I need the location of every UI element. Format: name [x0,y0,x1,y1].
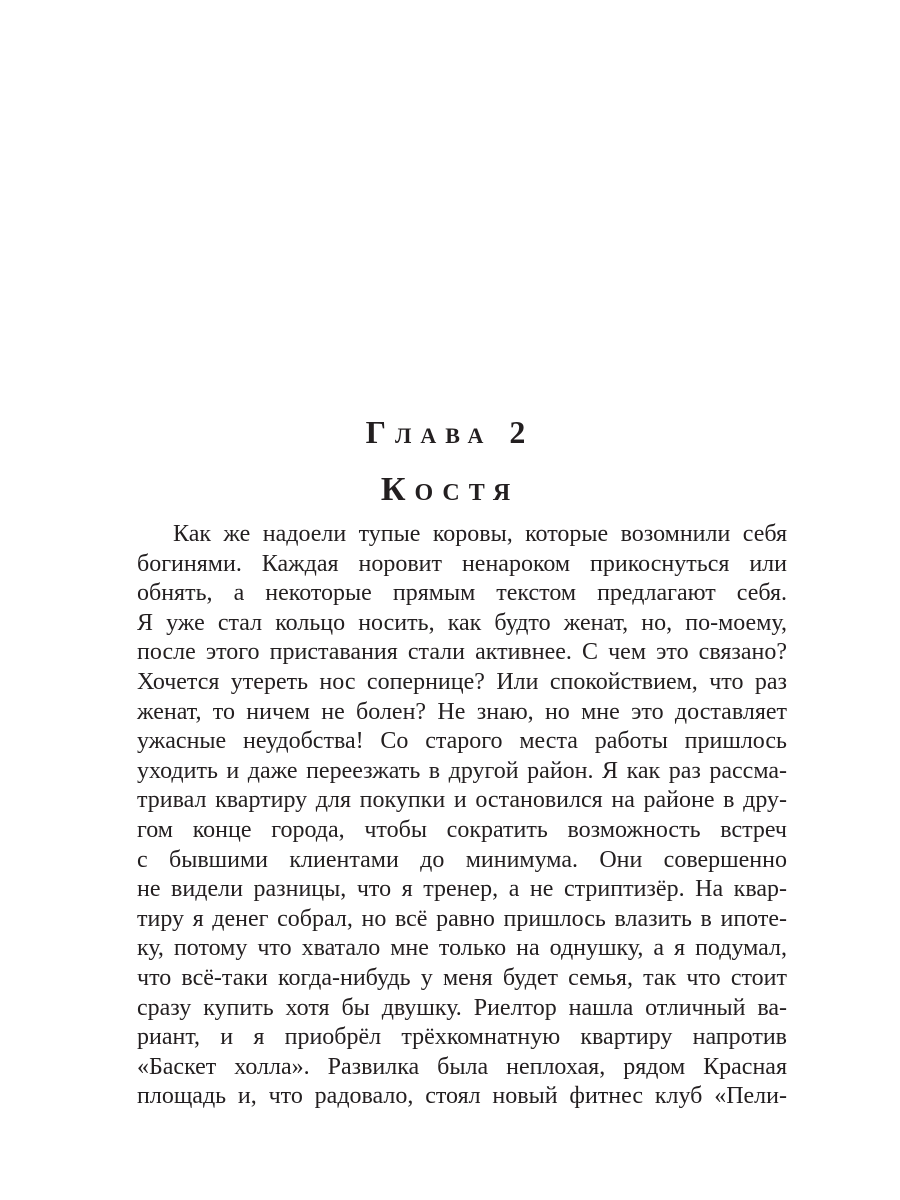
text-line: уходить и даже переезжать в другой район. Я как раз рассма- [137,757,787,784]
text-line: Я уже стал кольцо носить, как будто женат, но, по-моему, [137,609,787,636]
text-line: богинями. Каждая норовит ненароком прикоснуться или [137,550,787,577]
text-line: тиру я денег собрал, но всё равно пришлось влазить в ипоте- [137,905,787,932]
chapter-title-heading: Костя [380,471,520,508]
text-line: сразу купить хотя бы двушку. Риелтор нашла отличный ва- [137,994,787,1021]
text-line: обнять, а некоторые прямым текстом предлагают себя. [137,580,787,607]
text-line: Как же надоели тупые коровы, которые возомнили себя [173,521,787,547]
text-line: после этого приставания стали активнее. С чем это связано? [137,639,787,666]
text-line: с бывшими клиентами до минимума. Они совершенно [137,846,787,873]
text-line: ку, потому что хватало мне только на однушку, а я подумал, [137,935,787,962]
text-line: тривал квартиру для покупки и остановился на районе в дру- [137,787,787,814]
text-line: не видели разницы, что я тренер, а не стриптизёр. На квар- [137,876,787,903]
text-line: площадь и, что радовало, стоял новый фитнес клуб «Пели- [137,1083,787,1110]
text-line: Хочется утереть нос сопернице? Или спокойствием, что раз [137,668,787,695]
text-line: ужасные неудобства! Со старого места работы пришлось [137,728,787,755]
text-line: гом конце города, чтобы сократить возможность встреч [137,816,787,843]
text-line: риант, и я приобрёл трёхкомнатную квартиру напротив [137,1024,787,1051]
chapter-body-paragraph [137,520,787,1112]
text-line: что всё-таки когда-нибудь у меня будет семья, так что стоит [137,964,787,991]
text-line: женат, то ничем не болен? Не знаю, но мне это доставляет [137,698,787,725]
chapter-number-heading: Глава 2 [365,414,535,450]
text-line: «Баскет холла». Развилка была неплохая, рядом Красная [137,1053,787,1080]
